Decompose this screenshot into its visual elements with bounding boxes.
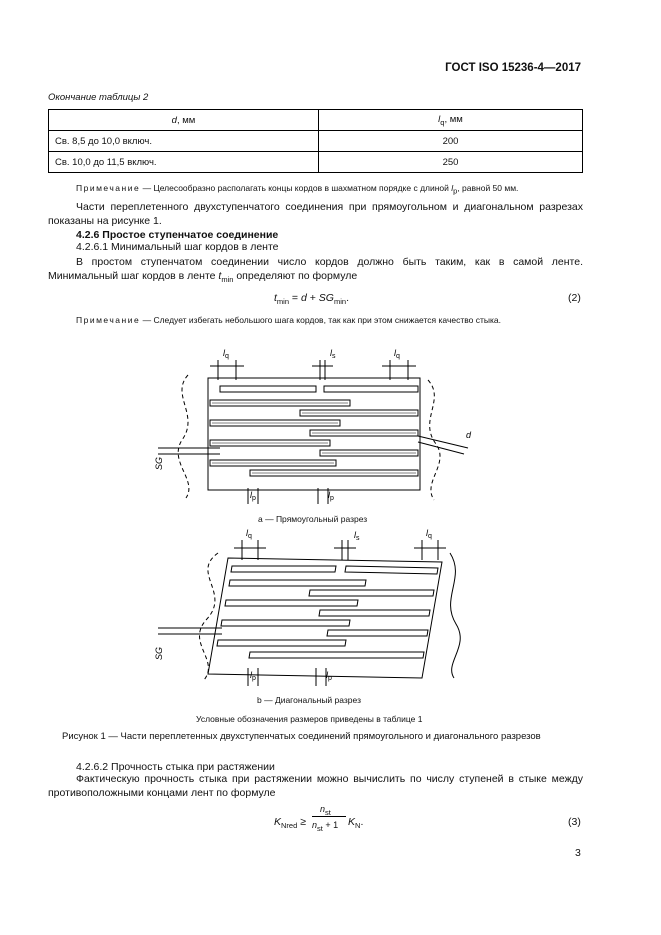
- dim-lq-left: $l_q$: [246, 528, 252, 540]
- table-cell-value: 250: [319, 152, 583, 173]
- paragraph-figure-intro: Части переплетенного двухступенчатого соединения при прямоугольном и диагональном разрезах показаны на рисунке 1.: [48, 201, 583, 227]
- heading-4-2-6: 4.2.6 Простое ступенчатое соединение: [76, 229, 279, 241]
- size-table: [48, 109, 583, 173]
- col-header-lq: $l_q$, мм: [319, 110, 583, 131]
- table-caption: Окончание таблицы 2: [48, 92, 149, 103]
- dim-lq-left: $l_q$: [223, 348, 229, 360]
- dim-lq-right: $l_q$: [394, 348, 400, 360]
- note-1: Примечание — Целесообразно располагать концы кордов в шахматном порядке с длиной $l_p$, равной 50 мм.: [76, 183, 519, 196]
- dim-sg: SG: [154, 646, 164, 660]
- standard-header: ГОСТ ISO 15236-4—2017: [445, 62, 581, 74]
- dim-lp-left: $l_p$: [250, 670, 256, 682]
- table-cell-range: Св. 10,0 до 11,5 включ.: [49, 152, 319, 173]
- heading-4-2-6-1: 4.2.6.1 Минимальный шаг кордов в ленте: [76, 241, 279, 253]
- table-cell-value: 200: [319, 131, 583, 152]
- figure-b-diagonal-splice: [150, 528, 480, 693]
- table-cell-range: Св. 8,5 до 10,0 включ.: [49, 131, 319, 152]
- dim-d: d: [466, 430, 472, 440]
- dim-sg: SG: [154, 456, 164, 470]
- table-row: [49, 131, 583, 152]
- paragraph-min-step: В простом ступенчатом соединении число кордов должно быть таким, как в самой ленте. Минимальный шаг кордов в ленте $t_{min}$ определяют по формуле: [48, 256, 583, 285]
- equation-2: $t_{min} = d + SG_{min}$.: [274, 292, 349, 307]
- paragraph-tensile-strength: Фактическую прочность стыка при растяжении можно вычислить по числу ступеней в стыке между противоположными концами лент по формуле: [48, 773, 583, 799]
- dim-ls: $l_s$: [354, 530, 360, 542]
- note-2: Примечание — Следует избегать небольшого шага кордов, так как при этом снижается качество стыка.: [76, 315, 501, 325]
- table-row: [49, 152, 583, 173]
- col-header-d: d, мм: [49, 110, 319, 131]
- dim-lp-left: $l_p$: [250, 490, 256, 502]
- figure-legend: Условные обозначения размеров приведены в таблице 1: [196, 714, 423, 724]
- table-header-row: [49, 110, 583, 131]
- figure-title: Рисунок 1 — Части переплетенных двухступенчатых соединений прямоугольного и диагонального разрезов: [62, 731, 541, 742]
- dim-ls: $l_s$: [330, 348, 336, 360]
- figure-a-caption: a — Прямоугольный разрез: [258, 514, 368, 524]
- figure-b-caption: b — Диагональный разрез: [257, 695, 361, 705]
- dim-lp-right: $l_p$: [328, 490, 334, 502]
- equation-3-number: (3): [568, 816, 581, 828]
- figure-a-rectangular-splice: [150, 340, 480, 510]
- heading-4-2-6-2: 4.2.6.2 Прочность стыка при растяжении: [76, 761, 275, 773]
- dim-lq-right: $l_q$: [426, 528, 432, 540]
- equation-3: $K_{Nred}$ ≥ $n_{st}$ $n_{st} + 1$ $K_N$.: [274, 804, 364, 833]
- dim-lp-right: $l_p$: [326, 670, 332, 682]
- equation-2-number: (2): [568, 292, 581, 304]
- page-number: 3: [575, 847, 581, 859]
